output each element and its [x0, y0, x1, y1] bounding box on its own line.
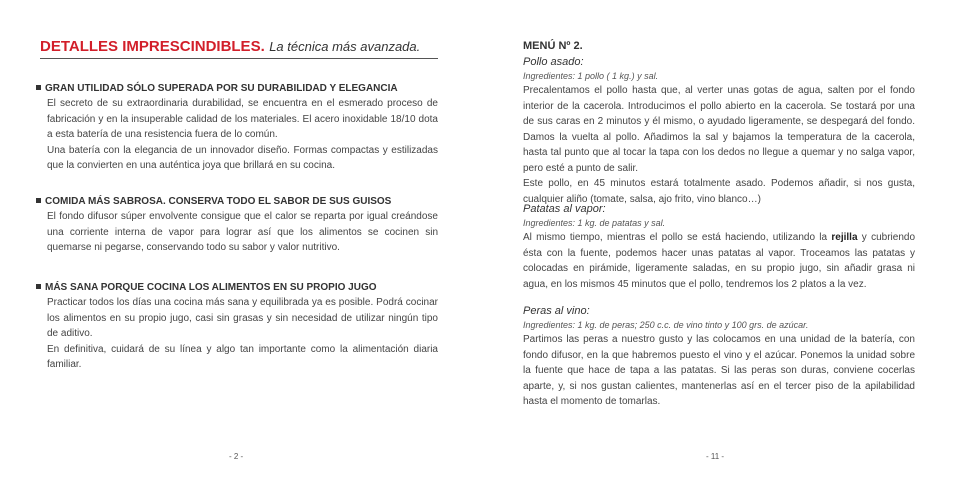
section-paragraph: Practicar todos los días una cocina más sana y equilibrada ya es posible. Podrá cocinar los alimentos en su propio jugo, casi sin grasas y sin necesidad de utilizar ningún tipo de aditivo.: [47, 297, 438, 339]
section-paragraph: El secreto de su extraordinaria durabilidad, se encuentra en el esmerado proceso de fabricación y en la insuperable calidad de los materiales. El acero inoxidable 18/10 dota a esta batería de una resistencia fuera de lo común.: [47, 98, 438, 140]
dish-pollo-asado: [523, 55, 915, 207]
dish-name: Peras al vino:: [523, 305, 590, 317]
page-number: - 11 -: [706, 452, 725, 461]
section-healthy: [36, 281, 438, 373]
section-paragraph: En definitiva, cuidará de su línea y algo tan importante como la alimentación diaria familiar.: [47, 343, 438, 370]
page-header: [40, 38, 438, 59]
section-flavor: [36, 195, 438, 256]
dish-name: Patatas al vapor:: [523, 203, 606, 215]
right-page: [477, 0, 954, 478]
section-title: MÁS SANA PORQUE COCINA LOS ALIMENTOS EN SU PROPIO JUGO: [45, 282, 377, 293]
dish-ingredients: Ingredientes: 1 kg. de patatas y sal.: [523, 218, 666, 228]
dish-ingredients: Ingredientes: 1 pollo ( 1 kg.) y sal.: [523, 71, 659, 81]
bullet-icon: [36, 85, 41, 90]
dish-paragraph: Partimos las peras a nuestro gusto y las colocamos en una unidad de la batería, con fondo difusor, en la que habremos puesto el vino y el azúcar. Ponemos la unidad sobre la fuente que hace de tapa a las patatas. Si las peras son duras, conviene cocerlas aparte, y, si nos gustan calientes, mantenerlas así en el tercer piso de la apilabilidad hasta el momento de tomarlas.: [523, 334, 915, 407]
dish-paragraph: Precalentamos el pollo hasta que, al verter unas gotas de agua, salten por el fondo interior de la cacerola. Introducimos el pollo abierto en la cacerola. Se tostará por una de sus caras en 2 minutos y él mismo, o ayudado ligeramente, se despegará del fondo. Damos la vuelta al pollo. Añadimos la sal y bajamos la temperatura de la cacerola, hasta tal punto que al tocar la tapa con los dedos no llegue a quemar y no salga vapor, pero esté a punto de salir.: [523, 85, 915, 174]
dish-ingredients: Ingredientes: 1 kg. de peras; 250 c.c. de vino tinto y 100 grs. de azúcar.: [523, 320, 809, 330]
section-paragraph: El fondo difusor súper envolvente consigue que el calor se reparta por igual creándose una corriente interna de vapor para lograr así que los alimentos se cocinen sin quemarse ni pegarse, conservando todo su sabor y valor nutritivo.: [47, 211, 438, 253]
bullet-icon: [36, 284, 41, 289]
dish-patatas-vapor: [523, 202, 915, 292]
dish-name: Pollo asado:: [523, 56, 584, 68]
rejilla-emphasis: rejilla: [831, 232, 858, 243]
dish-paragraph: Al mismo tiempo, mientras el pollo se está haciendo, utilizando la rejilla y cubriendo ésta con la fuente, podemos hacer unas patatas al vapor. Troceamos las patatas y colocadas en pirámide, ligeramente saladas, en su propio jugo, sin añadir grasa ni agua, en los mismos 45 minutos que el pollo, tendremos los 2 platos a la vez.: [523, 232, 916, 290]
section-durability: [36, 82, 438, 174]
bullet-icon: [36, 198, 41, 203]
section-title: COMIDA MÁS SABROSA. CONSERVA TODO EL SABOR DE SUS GUISOS: [45, 196, 392, 207]
section-title: GRAN UTILIDAD SÓLO SUPERADA POR SU DURABILIDAD Y ELEGANCIA: [45, 83, 398, 94]
dish-paragraph: Este pollo, en 45 minutos estará totalmente asado. Podemos añadir, si nos gusta, cualquier aliño (tomate, salsa, ajo frito, vino blanco…): [523, 178, 915, 205]
page-number: - 2 -: [229, 452, 244, 461]
header-title: DETALLES IMPRESCINDIBLES.: [40, 38, 265, 55]
dish-peras-vino: [523, 304, 915, 410]
header-subtitle: La técnica más avanzada.: [269, 39, 421, 54]
section-paragraph: Una batería con la elegancia de un innovador diseño. Formas compactas y estilizadas que la convierten en una auténtica joya que brillará en su cocina.: [47, 144, 438, 171]
menu-title: MENÚ Nº 2.: [523, 40, 583, 52]
